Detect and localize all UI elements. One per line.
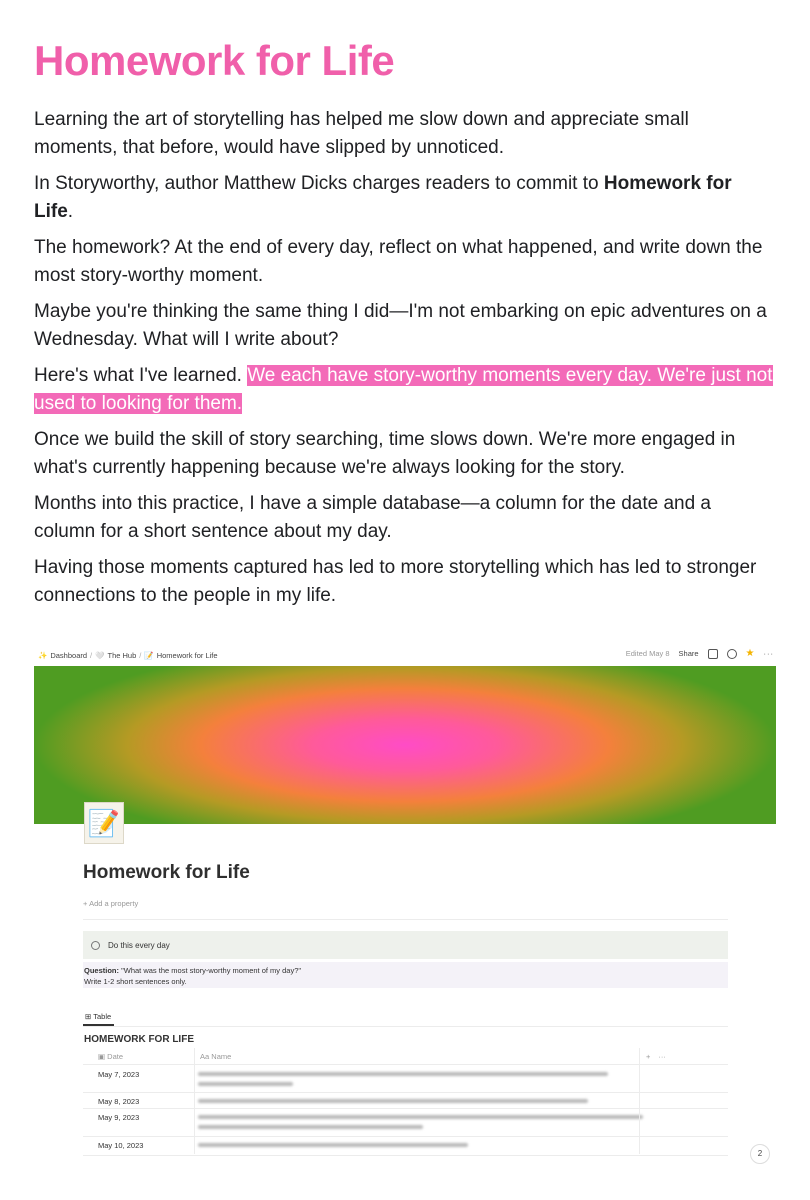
paragraph-1: Learning the art of storytelling has helped me slow down and appreciate small moments, that before, would have slipped by unnoticed. bbox=[34, 109, 689, 159]
calendar-icon: ▣ bbox=[98, 1051, 108, 1061]
question-label: Question: bbox=[84, 966, 119, 975]
memo-icon: 📝 bbox=[144, 650, 154, 660]
paragraph-8: Having those moments captured has led to more storytelling which has led to stronger connections to the people in my life. bbox=[34, 557, 757, 607]
database-title[interactable]: HOMEWORK FOR LIFE bbox=[84, 1034, 194, 1045]
question-block bbox=[83, 962, 728, 988]
column-header-date[interactable] bbox=[98, 1048, 123, 1064]
paragraph-3: The homework? At the end of every day, reflect on what happened, and write down the most story-worthy moment. bbox=[34, 237, 763, 287]
paragraph-2 bbox=[34, 170, 774, 226]
paragraph-5 bbox=[34, 362, 774, 418]
blurred-text bbox=[198, 1099, 588, 1103]
add-property-button[interactable] bbox=[83, 899, 138, 908]
breadcrumb-separator: / bbox=[90, 650, 93, 660]
more-icon[interactable]: ··· bbox=[763, 649, 774, 658]
comment-icon[interactable] bbox=[708, 649, 718, 659]
view-tabs bbox=[83, 1010, 728, 1027]
add-property-label: Add a property bbox=[89, 899, 139, 908]
breadcrumb-homework[interactable]: Homework for Life bbox=[156, 650, 218, 660]
question-text: "What was the most story-worthy moment of my day?" bbox=[121, 966, 302, 975]
memo-icon[interactable]: 📝 bbox=[84, 802, 124, 844]
cover-image bbox=[34, 666, 776, 824]
divider bbox=[83, 919, 728, 920]
page-number: 2 bbox=[750, 1144, 770, 1164]
column-name-label: Name bbox=[211, 1051, 232, 1061]
row-date: May 7, 2023 bbox=[98, 1070, 140, 1079]
paragraph-2-bold: Homework for Life bbox=[34, 173, 732, 223]
callout bbox=[83, 931, 728, 959]
sparkles-icon: ✨ bbox=[38, 650, 48, 660]
tab-table[interactable] bbox=[83, 1010, 114, 1026]
question-sub: Write 1-2 short sentences only. bbox=[84, 977, 187, 986]
paragraph-2-text: In Storyworthy, author Matthew Dicks charges readers to commit to bbox=[34, 173, 604, 195]
edited-label: Edited May 8 bbox=[625, 649, 670, 658]
share-button[interactable]: Share bbox=[678, 649, 699, 658]
blurred-text bbox=[198, 1143, 468, 1147]
article-title: Homework for Life bbox=[34, 37, 395, 84]
table-icon: ⊞ bbox=[85, 1012, 94, 1021]
paragraph-4: Maybe you're thinking the same thing I did—I'm not embarking on epic adventures on a Wednesday. What will I write about? bbox=[34, 301, 767, 351]
notion-screenshot bbox=[34, 644, 776, 1164]
star-icon[interactable]: ★ bbox=[745, 648, 755, 659]
blurred-text bbox=[198, 1072, 608, 1076]
heart-icon: 🤍 bbox=[95, 650, 105, 660]
tab-table-label: Table bbox=[93, 1012, 112, 1021]
topbar-actions bbox=[626, 648, 774, 659]
callout-text: Do this every day bbox=[108, 940, 170, 950]
notion-topbar bbox=[34, 644, 776, 666]
highlighted-text: We each have story-worthy moments every day. We're just not used to looking for them. bbox=[34, 365, 773, 415]
text-icon: Aa bbox=[200, 1051, 210, 1061]
table-row[interactable] bbox=[83, 1064, 728, 1093]
table-row[interactable] bbox=[83, 1092, 728, 1109]
column-date-label: Date bbox=[107, 1051, 124, 1061]
breadcrumb bbox=[38, 651, 218, 660]
column-header-name[interactable] bbox=[200, 1048, 231, 1064]
page-title[interactable]: Homework for Life bbox=[83, 862, 250, 883]
plus-icon: + bbox=[83, 899, 90, 908]
paragraph-7: Months into this practice, I have a simple database—a column for the date and a column for a short sentence about my day. bbox=[34, 493, 711, 543]
plus-icon[interactable]: + bbox=[646, 1051, 651, 1061]
paragraph-5-text: Here's what I've learned. bbox=[34, 365, 248, 387]
column-divider bbox=[194, 1048, 195, 1154]
row-date: May 10, 2023 bbox=[98, 1141, 144, 1150]
paragraph-2-end: . bbox=[67, 201, 74, 223]
blurred-text bbox=[198, 1115, 643, 1119]
blurred-text bbox=[198, 1082, 293, 1086]
breadcrumb-separator: / bbox=[139, 650, 142, 660]
blurred-text bbox=[198, 1125, 423, 1129]
row-date: May 8, 2023 bbox=[98, 1097, 140, 1106]
circle-icon bbox=[91, 941, 100, 950]
table-row[interactable] bbox=[83, 1136, 728, 1156]
column-actions bbox=[646, 1048, 666, 1064]
article bbox=[34, 30, 774, 618]
breadcrumb-dashboard[interactable]: Dashboard bbox=[50, 650, 88, 660]
more-icon[interactable]: ··· bbox=[658, 1051, 666, 1061]
row-date: May 9, 2023 bbox=[98, 1113, 140, 1122]
paragraph-6: Once we build the skill of story searching, time slows down. We're more engaged in what's currently happening because we're always looking for the story. bbox=[34, 429, 736, 479]
breadcrumb-the-hub[interactable]: The Hub bbox=[107, 650, 137, 660]
clock-icon[interactable] bbox=[727, 649, 737, 659]
column-divider bbox=[639, 1048, 640, 1154]
table-row[interactable] bbox=[83, 1108, 728, 1137]
